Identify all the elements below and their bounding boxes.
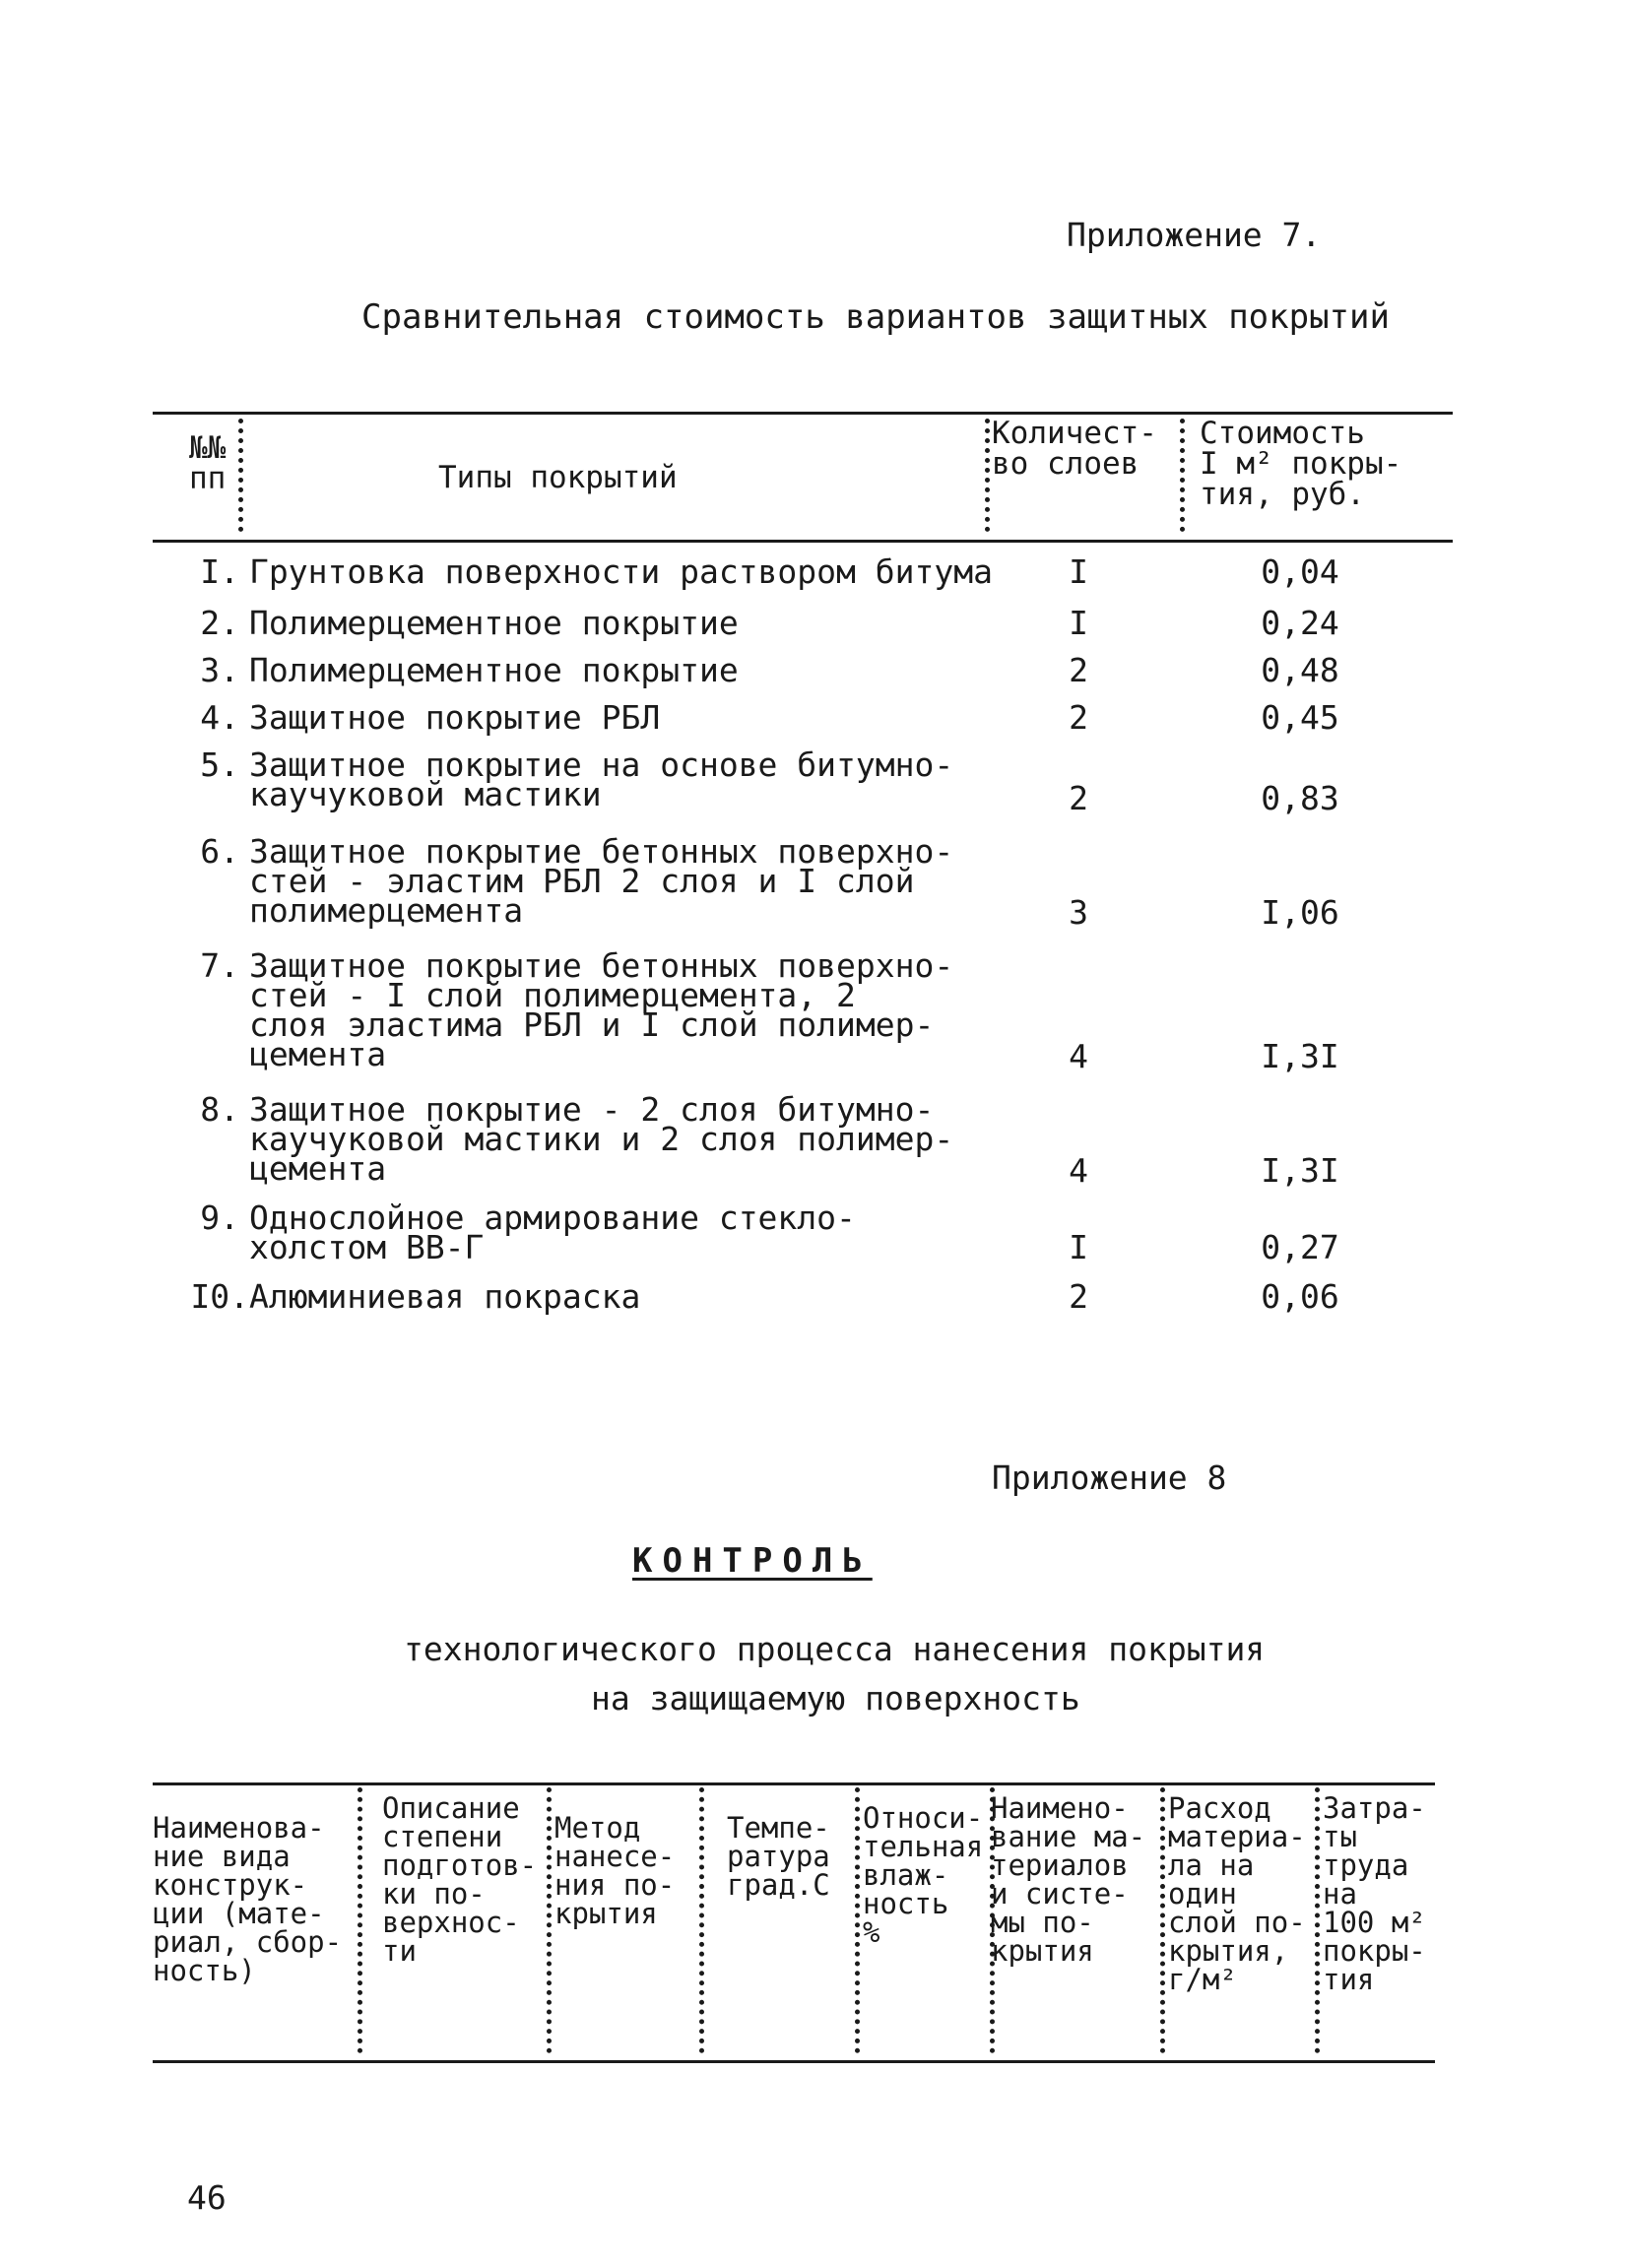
table2-header-surface-prep: Описание степени подготов- ки по- верхнос- ти [382, 1791, 538, 1968]
table2-header-method: Метод нанесе- ния по- крытия [554, 1811, 676, 1930]
table2-header-consumption: Расход материа- ла на один слой по- крытия, г/м² [1168, 1791, 1306, 1996]
table1-top-rule [153, 412, 1453, 415]
appendix8-title: КОНТРОЛЬ [632, 1541, 873, 1581]
row-coating-type: Защитное покрытие бетонных поверхно- стей - эластим РБЛ 2 слоя и I слой полимерцемента [249, 832, 954, 930]
row-number: 5. [200, 745, 239, 784]
table1-header-layers: Количест- во слоев [992, 416, 1157, 482]
table1-header-rule [153, 540, 1453, 543]
row-number: I. [200, 552, 239, 591]
row-coating-type: Алюминиевая покраска [249, 1277, 641, 1316]
table2-header-humidity: Относи- тельная влаж- ность % [863, 1801, 984, 1949]
row-coating-type: Однослойное армирование стекло- холстом ВВ-Г [249, 1199, 856, 1266]
appendix7-label: Приложение 7. [1067, 216, 1322, 254]
row-layers: 2 [1069, 779, 1088, 817]
row-cost: I,3I [1261, 1037, 1339, 1075]
row-coating-type: Защитное покрытие бетонных поверхно- стей - I слой полимерцемента, 2 слоя эластима РБЛ и I слой полимер- цемента [249, 946, 954, 1073]
appendix8-subtitle-line1: технологического процесса нанесения покрытия [404, 1630, 1266, 1668]
row-number: I0. [190, 1277, 249, 1316]
row-coating-type: Защитное покрытие на основе битумно- каучуковой мастики [249, 745, 954, 813]
table1-col-sep-1 [238, 419, 243, 532]
table2-col-sep-4 [855, 1787, 860, 2053]
row-number: 8. [200, 1090, 239, 1129]
row-layers: 3 [1069, 893, 1088, 932]
row-number: 9. [200, 1199, 239, 1237]
row-layers: I [1069, 604, 1088, 642]
row-cost: 0,83 [1261, 779, 1339, 817]
table2-col-sep-7 [1315, 1787, 1320, 2053]
table2-col-sep-2 [547, 1787, 552, 2053]
row-number: 7. [200, 946, 239, 985]
table2-top-rule [153, 1782, 1435, 1785]
row-coating-type: Защитное покрытие - 2 слоя битумно- каучуковой мастики и 2 слоя полимер- цемента [249, 1090, 954, 1188]
row-coating-type: Грунтовка поверхности раствором битума [249, 552, 993, 591]
row-layers: 4 [1069, 1037, 1088, 1075]
row-cost: 0,04 [1261, 552, 1339, 591]
appendix8-label: Приложение 8 [992, 1458, 1227, 1497]
table2-col-sep-6 [1160, 1787, 1165, 2053]
row-cost: I,3I [1261, 1151, 1339, 1190]
row-coating-type: Полимерцементное покрытие [249, 604, 739, 642]
row-coating-type: Полимерцементное покрытие [249, 651, 739, 689]
row-cost: I,06 [1261, 893, 1339, 932]
table1-header-type: Типы покрытий [438, 460, 678, 495]
row-cost: 0,27 [1261, 1228, 1339, 1266]
table2-header-construction: Наименова- ние вида конструк- ции (мате- риал, сбор- ность) [153, 1811, 343, 1987]
row-number: 3. [200, 651, 239, 689]
row-coating-type: Защитное покрытие РБЛ [249, 698, 661, 737]
table2-header-rule [153, 2060, 1435, 2063]
table2-header-labor: Затра- ты труда на 100 м² покры- тия [1323, 1791, 1426, 1996]
row-cost: 0,45 [1261, 698, 1339, 737]
row-number: 2. [200, 604, 239, 642]
row-layers: I [1069, 552, 1088, 591]
row-number: 6. [200, 832, 239, 871]
table1-header-num: №№ пп [189, 430, 227, 496]
row-cost: 0,48 [1261, 651, 1339, 689]
table1-col-sep-2 [985, 419, 990, 532]
row-cost: 0,06 [1261, 1277, 1339, 1316]
table2-col-sep-3 [699, 1787, 704, 2053]
table2-header-temperature: Темпе- ратура град.С [727, 1811, 830, 1902]
table2-header-materials: Наимено- вание ма- териалов и систе- мы по- крытия [991, 1791, 1146, 1968]
row-layers: I [1069, 1228, 1088, 1266]
table1-header-cost: Стоимость I м² покры- тия, руб. [1200, 416, 1402, 512]
row-number: 4. [200, 698, 239, 737]
page-number: 46 [187, 2178, 227, 2217]
appendix8-subtitle-line2: на защищаемую поверхность [591, 1679, 1080, 1717]
row-layers: 2 [1069, 651, 1088, 689]
row-cost: 0,24 [1261, 604, 1339, 642]
row-layers: 4 [1069, 1151, 1088, 1190]
row-layers: 2 [1069, 698, 1088, 737]
table2-col-sep-1 [358, 1787, 362, 2053]
appendix7-title: Сравнительная стоимость вариантов защитных покрытий [361, 297, 1390, 337]
table1-col-sep-3 [1180, 419, 1185, 532]
row-layers: 2 [1069, 1277, 1088, 1316]
